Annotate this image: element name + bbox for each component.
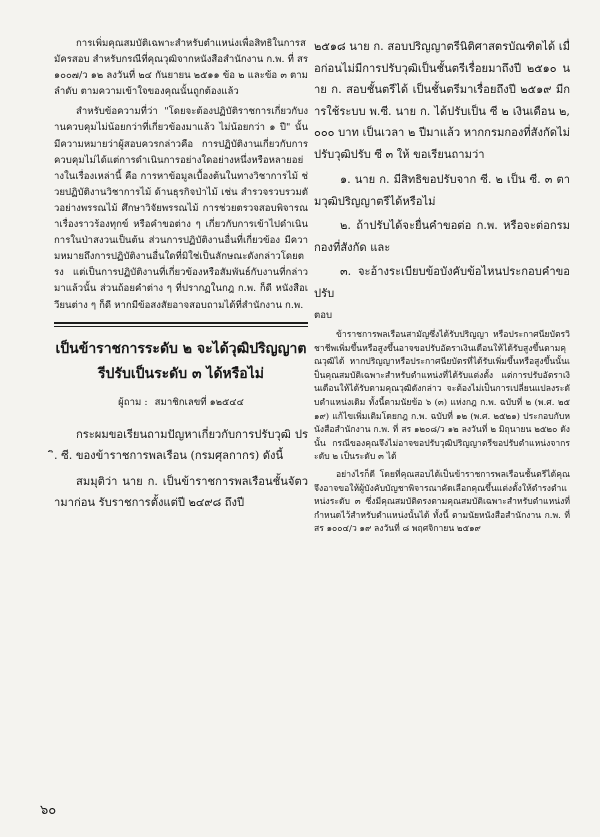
answer-paragraph-1: ข้าราชการพลเรือนสามัญซึ่งได้รับปริญญา หรือประกาศนียบัตรวิชาชีพเพิ่มขึ้นหรือสูงขึ้นอาจขอปรับอัตราเงินเดือนให้ได้รับสูงขึ้นตามคุณวุฒิได้ หากปริญญาหรือประกาศนียบัตรที่ได้รับเพิ่มขึ้นหรือสูงขึ้นนั้นเป็นคุณสมบัติเฉพาะสำหรับตำแหน่งที่ได้รับแต่งตั้ง แต่การปรับอัตราเงินเดือนให้ได้รับตามคุณวุฒิดังกล่าว จะต้องไม่เป็นการเปลี่ยนแปลงระดับตำแหน่งเดิม ทั้งนี้ตามนัยข้อ ๖ (๓) แห่งกฎ ก.พ. ฉบับที่ ๒ (พ.ศ. ๒๕๑๙) แก้ไขเพิ่มเติมโดยกฎ ก.พ. ฉบับที่ ๑๒ (พ.ศ. ๒๕๒๑) ประกอบกับหนังสือสำนักงาน ก.พ. ที่ สร ๑๒๐๘/ว ๑๒ ลงวันที่ ๒ มิถุนายน ๒๕๒๐ ดังนั้น กรณีของคุณจึงไม่อาจขอปรับวุฒิปริญญาตรีขอปรับตำแหน่งจากระดับ ๒ เป็นระดับ ๓ ได้	[314, 330, 570, 463]
answer-label: ตอบ	[314, 310, 333, 321]
author-line	[54, 395, 308, 410]
question-paragraph-1: กระผมขอเรียนถามปัญหาเกี่ยวกับการปรับวุฒิ ปริ. ซี. ของข้าราชการพลเรือน (กรมศุลกากร) ดังนี้	[54, 427, 308, 463]
answer-paragraph-2: อย่างไรก็ดี โดยที่คุณสอบได้เป็นข้าราชการพลเรือนชั้นตรีได้คุณจึงอาจขอให้ผู้บังคับบัญชาพิจารณาคัดเลือกคุณขึ้นแต่งตั้งให้ดำรงตำแหน่งระดับ ๓ ซึ่งมีคุณสมบัติตรงตามคุณสมบัติเฉพาะสำหรับตำแหน่งที่กำหนดไว้สำหรับตำแหน่งนั้นได้ ทั้งนี้ ตามนัยหนังสือสำนักงาน ก.พ. ที่ สร ๑๐๐๔/ว ๑๙ ลงวันที่ ๘ พฤศจิกายน ๒๕๑๙	[314, 469, 570, 535]
heading-rule-top	[54, 322, 308, 324]
question-paragraph-2: สมมุติว่า นาย ก. เป็นข้าราชการพลเรือนชั้นจัตวามาก่อน รับราชการตั้งแต่ปี ๒๔๙๘ ถึงปี	[54, 474, 308, 510]
question-item-2: ๒. ถ้าปรับได้จะยื่นคำขอต่อ ก.พ. หรือจะต่อกรมกองที่สังกัด และ	[314, 219, 570, 254]
article-heading: เป็นข้าราชการระดับ ๒ จะได้วุฒิปริญญาตรีปรับเป็นระดับ ๓ ได้หรือไม่	[55, 340, 307, 382]
question-item-1: ๑. นาย ก. มีสิทธิขอปรับจาก ซี. ๒ เป็น ซี. ๓ ตามวุฒิปริญญาตรีได้หรือไม่	[314, 173, 570, 208]
page-number: ๖๐	[40, 803, 57, 818]
question-item-3: ๓. จะอ้างระเบียบข้อบังคับข้อไหนประกอบคำขอปรับ	[314, 265, 570, 300]
author-name: สมาชิกเลขที่ ๑๒๕๔๔	[154, 396, 244, 408]
heading-rule-top-thin	[54, 326, 308, 327]
left-paragraph-1: การเพิ่มคุณสมบัติเฉพาะสำหรับตำแหน่งเพื่อสิทธิในการสมัครสอบ สำหรับกรณีที่คุณวุฒิจากหนังสือสำนักงาน ก.พ. ที่ สร ๑๐๐๗/ว ๑๒ ลงวันที่ ๒๔ กันยายน ๒๕๑๑ ข้อ ๒ และข้อ ๓ ตามลำดับ ตามความเข้าใจของคุณนั้นถูกต้องแล้ว	[54, 38, 308, 98]
left-paragraph-2: สำหรับข้อความที่ว่า "โดยจะต้องปฏิบัติราชการเกี่ยวกับงานควบคุมไม่น้อยกว่าที่เกี่ยวข้องมาแล้ว ไม่น้อยกว่า ๑ ปี" นั้น มีความหมายว่าผู้สอบควรกล่าวคือ การปฏิบัติงานเกี่ยวกับการควบคุมไม่ได้แต่การดำเนินการอย่างใดอย่างหนึ่งหรือหลายอย่างในเรื่องเหล่านี้ คือ การหาข้อมูลเบื้องต้นในทางวิชาการไม้ ช่วยปฏิบัติงานวิชาการไม้ ด้านธุรกิจป่าไม้ เช่น สำรวจรวบรวมตัวอย่างพรรณไม้ ศึกษาวิจัยพรรณไม้ การช่วยตรวจสอบพิจารณาเรื่องราวร้องทุกข์ หรือคำขอต่าง ๆ เกี่ยวกับการเข้าไปดำเนินการในป่าสงวนเป็นต้น ส่วนการปฏิบัติงานอื่นที่เกี่ยวข้อง มีความหมายถึงการปฏิบัติงานอื่นใดที่มิใช่เป็นลักษณะดังกล่าวโดยตรง แต่เป็นการปฏิบัติงานที่เกี่ยวข้องหรือสัมพันธ์กับงานที่กล่าวมาแล้วนั้น ส่วนถ้อยคำต่าง ๆ ที่ปรากฏในกฎ ก.พ. ก็ดี หนังสือเวียนต่าง ๆ ก็ดี หากมีข้อสงสัยอาจสอบถามได้ที่สำนักงาน ก.พ.	[54, 106, 308, 311]
right-column	[314, 36, 570, 541]
author-prefix: ผู้ถาม :	[118, 396, 148, 408]
right-paragraph-1: ๒๕๑๘ นาย ก. สอบปริญญาตรีนิติศาสตรบัณฑิตได้ เมื่อก่อนไม่มีการปรับวุฒิเป็นชั้นตรีเรื่อยมาถึงปี ๒๕๑๐ นาย ก. สอบชั้นตรีได้ เป็นชั้นตรีมาเรื่อยถึงปี ๒๕๑๙ มีการใช้ระบบ พ.ซี. นาย ก. ได้ปรับเป็น ซี ๒ เงินเดือน ๒,๐๐๐ บาท เป็นเวลา ๒ ปีมาแล้ว หากกรมกองที่สังกัดไม่ปรับวุฒิปรับ ซี ๓ ให้ ขอเรียนถามว่า	[314, 40, 570, 161]
left-column	[54, 36, 308, 518]
